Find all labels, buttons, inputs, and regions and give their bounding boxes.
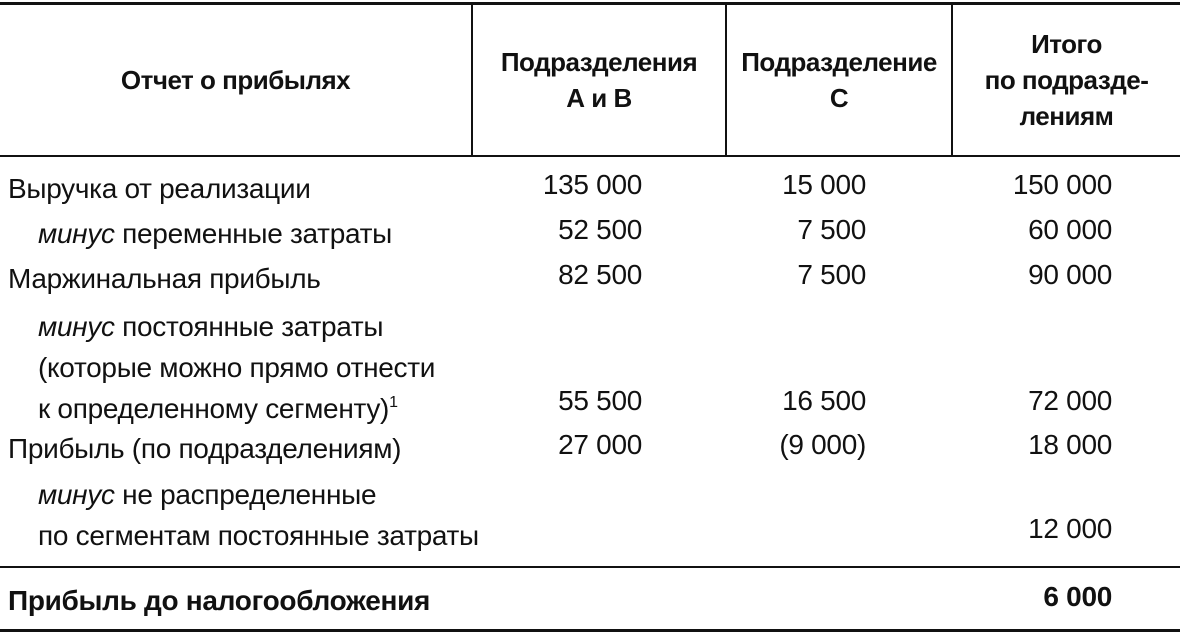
header-total-divisions xyxy=(953,4,1180,156)
total-top-rule xyxy=(0,566,1180,568)
row-revenue-label-text: Выручка от реализации xyxy=(8,173,311,204)
row-variable-costs-value-total: 60 000 xyxy=(1028,214,1112,245)
row-unallocated-costs-line-1-text: не распределенные xyxy=(114,479,377,510)
header-division-c-line-1: Подразделение xyxy=(741,47,937,77)
row-unallocated-costs-modifier: минус xyxy=(38,479,115,510)
row-fixed-costs-value-c: 16 500 xyxy=(782,385,866,416)
row-variable-costs-value-c: 7 500 xyxy=(797,214,866,245)
row-contribution-margin-text: Маржинальная прибыль xyxy=(8,263,321,294)
header-division-c-line-2: С xyxy=(829,83,849,113)
row-fixed-costs-line-3 xyxy=(38,388,435,429)
row-variable-costs-text: переменные затраты xyxy=(114,218,392,249)
row-variable-costs-label xyxy=(38,213,392,254)
header-total-divisions-line-2: по подразде- xyxy=(984,65,1149,95)
header-report-title-line-1: Отчет о прибылях xyxy=(120,65,351,95)
row-revenue-value-c: 15 000 xyxy=(782,169,866,200)
row-fixed-costs-line-3-text: к определенному сегменту) xyxy=(38,393,390,424)
row-division-profit-text: Прибыль (по подразделениям) xyxy=(8,433,402,464)
row-unallocated-costs-line-2: по сегментам постоянные затраты xyxy=(38,520,479,551)
row-division-profit-value-c: (9 000) xyxy=(779,429,866,460)
header-total-divisions-line-1: Итого xyxy=(1031,29,1102,59)
row-contribution-margin-label xyxy=(8,258,321,299)
header-divisions-a-b-line-2: А и В xyxy=(566,83,632,113)
total-profit-before-tax-value: 6 000 xyxy=(1043,581,1112,612)
row-variable-costs-value-ab: 52 500 xyxy=(558,214,642,245)
row-fixed-costs-value-ab: 55 500 xyxy=(558,385,642,416)
header-divisions-a-b-line-1: Подразделения xyxy=(500,47,698,77)
row-division-profit-value-total: 18 000 xyxy=(1028,429,1112,460)
row-revenue-value-total: 150 000 xyxy=(1012,169,1112,200)
total-profit-before-tax-label: Прибыль до налогообложения xyxy=(8,585,431,616)
row-unallocated-costs-value-total: 12 000 xyxy=(1028,513,1112,544)
row-contribution-margin-value-ab: 82 500 xyxy=(558,259,642,290)
header-divisions-a-b xyxy=(473,4,725,156)
header-report-title xyxy=(0,4,471,156)
row-contribution-margin-value-total: 90 000 xyxy=(1028,259,1112,290)
row-revenue-label xyxy=(8,168,311,209)
row-fixed-costs-line-1 xyxy=(38,306,435,347)
footnote-marker: 1 xyxy=(389,394,398,411)
header-division-c xyxy=(727,4,951,156)
row-fixed-costs-value-total: 72 000 xyxy=(1028,385,1112,416)
bottom-rule xyxy=(0,629,1180,632)
row-fixed-costs-line-2: (которые можно прямо отнести xyxy=(38,352,436,383)
row-unallocated-costs-line-1 xyxy=(38,474,479,515)
row-fixed-costs-line-1-text: постоянные затраты xyxy=(114,311,384,342)
header-total-divisions-line-3: лениям xyxy=(1019,101,1114,131)
row-unallocated-costs-label xyxy=(38,474,479,556)
row-revenue-value-ab: 135 000 xyxy=(542,169,642,200)
row-contribution-margin-value-c: 7 500 xyxy=(797,259,866,290)
row-division-profit-value-ab: 27 000 xyxy=(558,429,642,460)
row-fixed-costs-modifier: минус xyxy=(38,311,115,342)
row-division-profit-label xyxy=(8,428,401,469)
row-fixed-costs-label xyxy=(38,306,435,429)
row-variable-costs-modifier: минус xyxy=(38,218,115,249)
